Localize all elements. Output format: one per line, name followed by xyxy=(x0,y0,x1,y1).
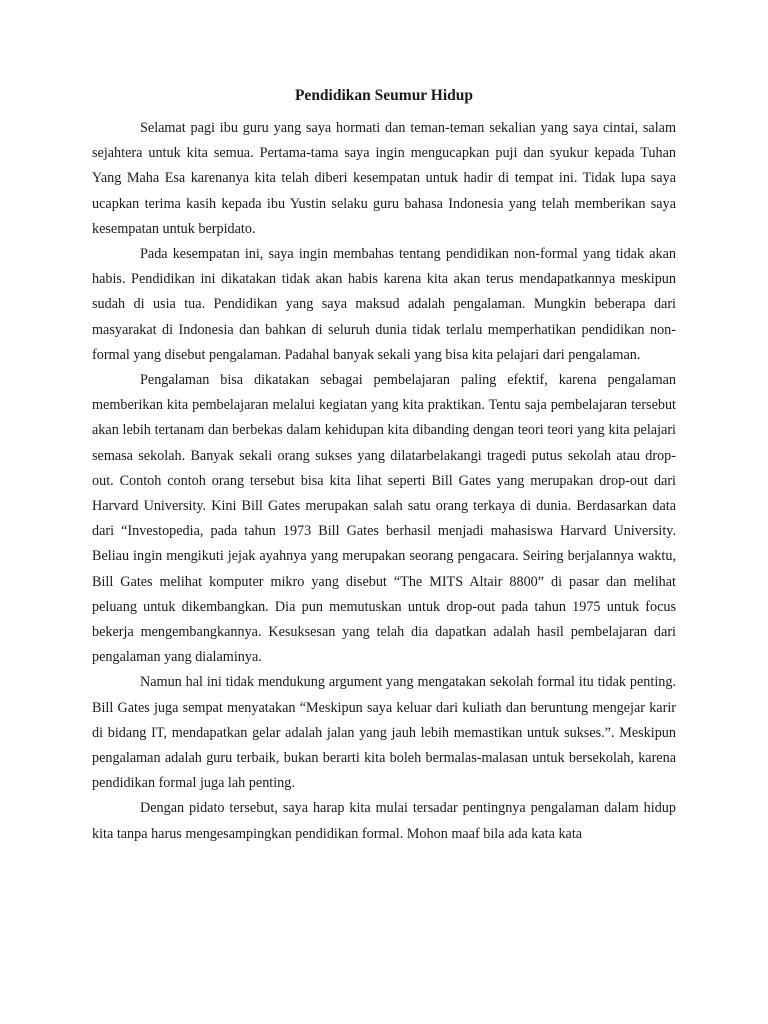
document-title: Pendidikan Seumur Hidup xyxy=(294,87,474,104)
paragraph-2: Pada kesempatan ini, saya ingin membahas tentang pendidikan non-formal yang tidak akan habis. Pendidikan ini dikatakan tidak akan habis karena kita akan terus mendapatkannya meskipun sudah di usia tua. Pendidikan yang saya maksud adalah pengalaman. Mungkin beberapa dari masyarakat di Indonesia dan bahkan di seluruh dunia tidak terlalu memperhatikan pendidikan non-formal yang disebut pengalaman. Padahal banyak sekali yang bisa kita pelajari dari pengalaman. xyxy=(92,246,676,363)
paragraph-4: Namun hal ini tidak mendukung argument yang mengatakan sekolah formal itu tidak penting. Bill Gates juga sempat menyatakan “Meskipun saya keluar dari kuliath dan beruntung mengejar karir di bidang IT, mendapatkan gelar adalah jalan yang jauh lebih memastikan untuk sukses.”. Meskipun pengalaman adalah guru terbaik, bukan berarti kita boleh bermalas-malasan untuk bersekolah, karena pendidikan formal juga lah penting. xyxy=(92,674,676,792)
document-body xyxy=(92,116,676,847)
paragraph-1: Selamat pagi ibu guru yang saya hormati dan teman-teman sekalian yang saya cintai, salam sejahtera untuk kita semua. Pertama-tama saya ingin mengucapkan puji dan syukur kepada Tuhan Yang Maha Esa karenanya kita telah diberi kesempatan untuk hadir di tempat ini. Tidak lupa saya ucapkan terima kasih kepada ibu Yustin selaku guru bahasa Indonesia yang telah memberikan saya kesempatan untuk berpidato. xyxy=(92,120,676,237)
paragraph-3: Pengalaman bisa dikatakan sebagai pembelajaran paling efektif, karena pengalaman memberikan kita pembelajaran melalui kegiatan yang kita praktikan. Tentu saja pembelajaran tersebut akan lebih tertanam dan berbekas dalam kehidupan kita dibanding dengan teori teori yang kita pelajari semasa sekolah. Banyak sekali orang sukses yang dilatarbelakangi tragedi putus sekolah atau drop-out. Contoh contoh orang tersebut bisa kita lihat seperti Bill Gates yang merupakan drop-out dari Harvard University. Kini Bill Gates merupakan salah satu orang terkaya di dunia. Berdasarkan data dari “Investopedia, pada tahun 1973 Bill Gates berhasil menjadi mahasiswa Harvard University. Beliau ingin mengikuti jejak ayahnya yang merupakan seorang pengacara. Seiring berjalannya waktu, Bill Gates melihat komputer mikro yang disebut “The MITS Altair 8800” di pasar dan melihat peluang untuk dikembangkan. Dia pun memutuskan untuk drop-out pada tahun 1975 untuk focus bekerja mengembangkannya. Kesuksesan yang telah dia dapatkan adalah hasil pembelajaran dari pengalaman yang dialaminya. xyxy=(92,372,676,666)
paragraph-5: Dengan pidato tersebut, saya harap kita mulai tersadar pentingnya pengalaman dalam hidup kita tanpa harus mengesampingkan pendidikan formal. Mohon maaf bila ada kata kata xyxy=(92,800,676,842)
